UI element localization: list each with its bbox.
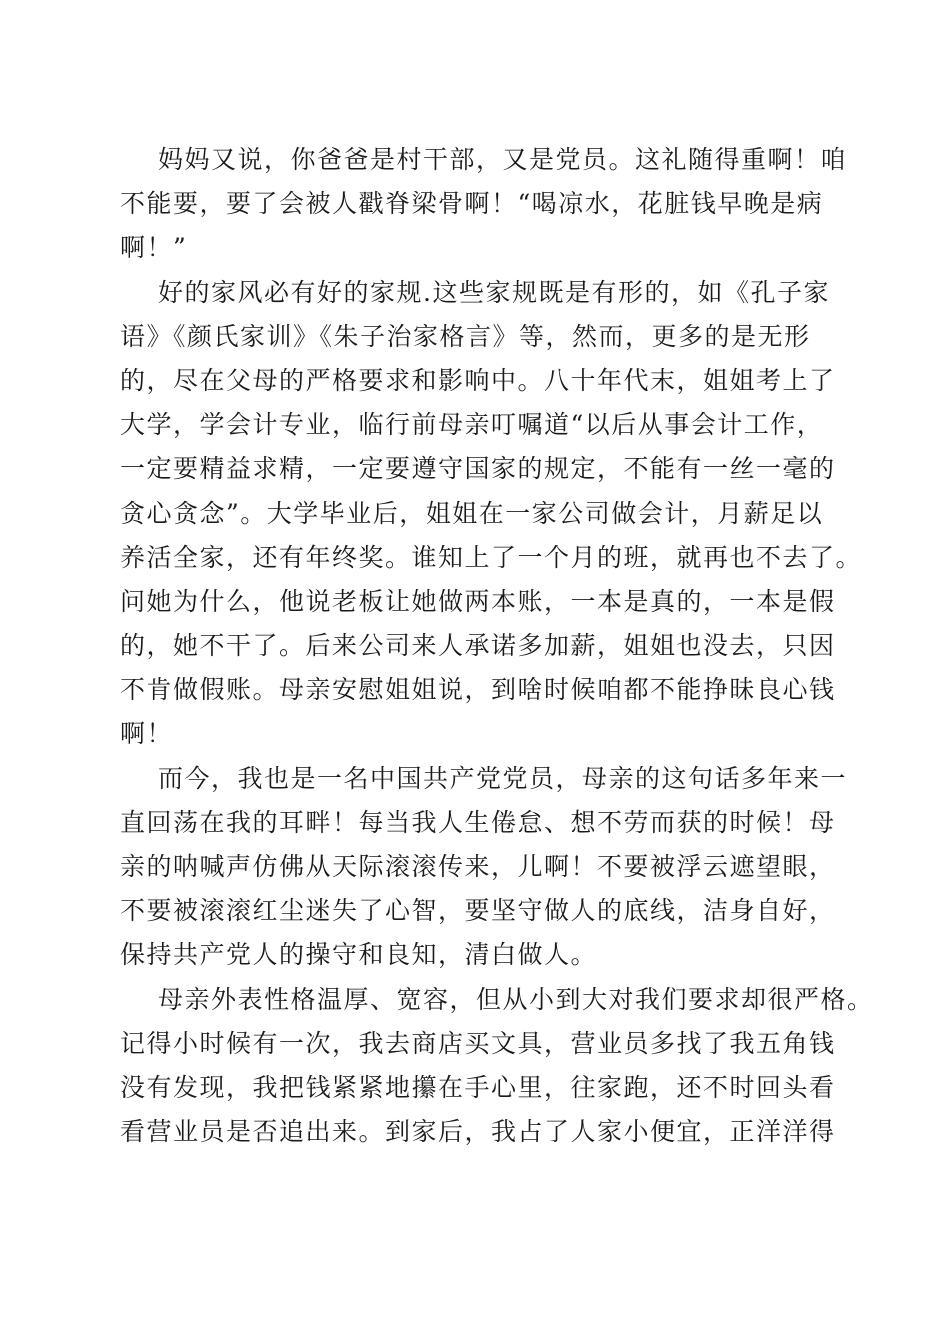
text-line: 直回荡在我的耳畔！每当我人生倦怠、想不劳而获的时候！母 <box>120 807 836 837</box>
text-line: 贪心贪念”。大学毕业后，姐姐在一家公司做会计，月薪足以 <box>120 498 824 528</box>
paragraph-1 <box>120 138 848 271</box>
text-line: 看营业员是否追出来。到家后，我占了人家小便宜，正洋洋得 <box>120 1117 836 1147</box>
text-line: 保持共产党人的操守和良知，清白做人。 <box>120 940 598 970</box>
text-line: 好的家风必有好的家规.这些家规既是有形的，如《孔子家 <box>158 277 830 307</box>
text-line: 问她为什么，他说老板让她做两本账，一本是真的，一本是假 <box>120 586 836 616</box>
text-line: 啊！ <box>120 719 174 749</box>
text-line: 妈妈又说，你爸爸是村干部，又是党员。这礼随得重啊！咱 <box>158 145 848 174</box>
text-line: 啊！” <box>120 233 188 263</box>
text-line: 养活全家，还有年终奖。谁知上了一个月的班，就再也不去了。 <box>120 542 863 572</box>
text-line: 亲的呐喊声仿佛从天际滚滚传来，儿啊！不要被浮云遮望眼， <box>120 852 836 881</box>
text-line: 一定要精益求精，一定要遵守国家的规定，不能有一丝一毫的 <box>120 454 836 484</box>
text-line: 没有发现，我把钱紧紧地攥在手心里，往家跑，还不时回头看 <box>120 1072 836 1102</box>
text-line: 的，尽在父母的严格要求和影响中。八十年代末，姐姐考上了 <box>120 365 836 395</box>
text-line: 不能要，要了会被人戳脊梁骨啊！“喝凉水，花脏钱早晚是病 <box>120 189 824 219</box>
text-line: 不肯做假账。母亲安慰姐姐说，到啥时候咱都不能挣昧良心钱 <box>120 675 836 705</box>
text-line: 母亲外表性格温厚、宽容，但从小到大对我们要求却很严格。 <box>158 984 874 1014</box>
paragraph-3 <box>120 757 848 978</box>
paragraph-4 <box>120 978 874 1155</box>
text-line: 不要被滚滚红尘迷失了心智，要坚守做人的底线，洁身自好， <box>120 896 836 926</box>
text-line: 大学，学会计专业，临行前母亲叮嘱道“以后从事会计工作， <box>120 410 824 440</box>
text-line: 而今，我也是一名中国共产党党员，母亲的这句话多年来一 <box>158 763 848 793</box>
paragraph-2 <box>120 271 863 757</box>
text-line: 语》《颜氏家训》《朱子治家格言》等，然而，更多的是无形 <box>120 321 811 351</box>
text-line: 的，她不干了。后来公司来人承诺多加薪，姐姐也没去，只因 <box>120 631 836 661</box>
document-body <box>120 138 874 1154</box>
text-line: 记得小时候有一次，我去商店买文具，营业员多找了我五角钱 <box>120 1028 836 1058</box>
